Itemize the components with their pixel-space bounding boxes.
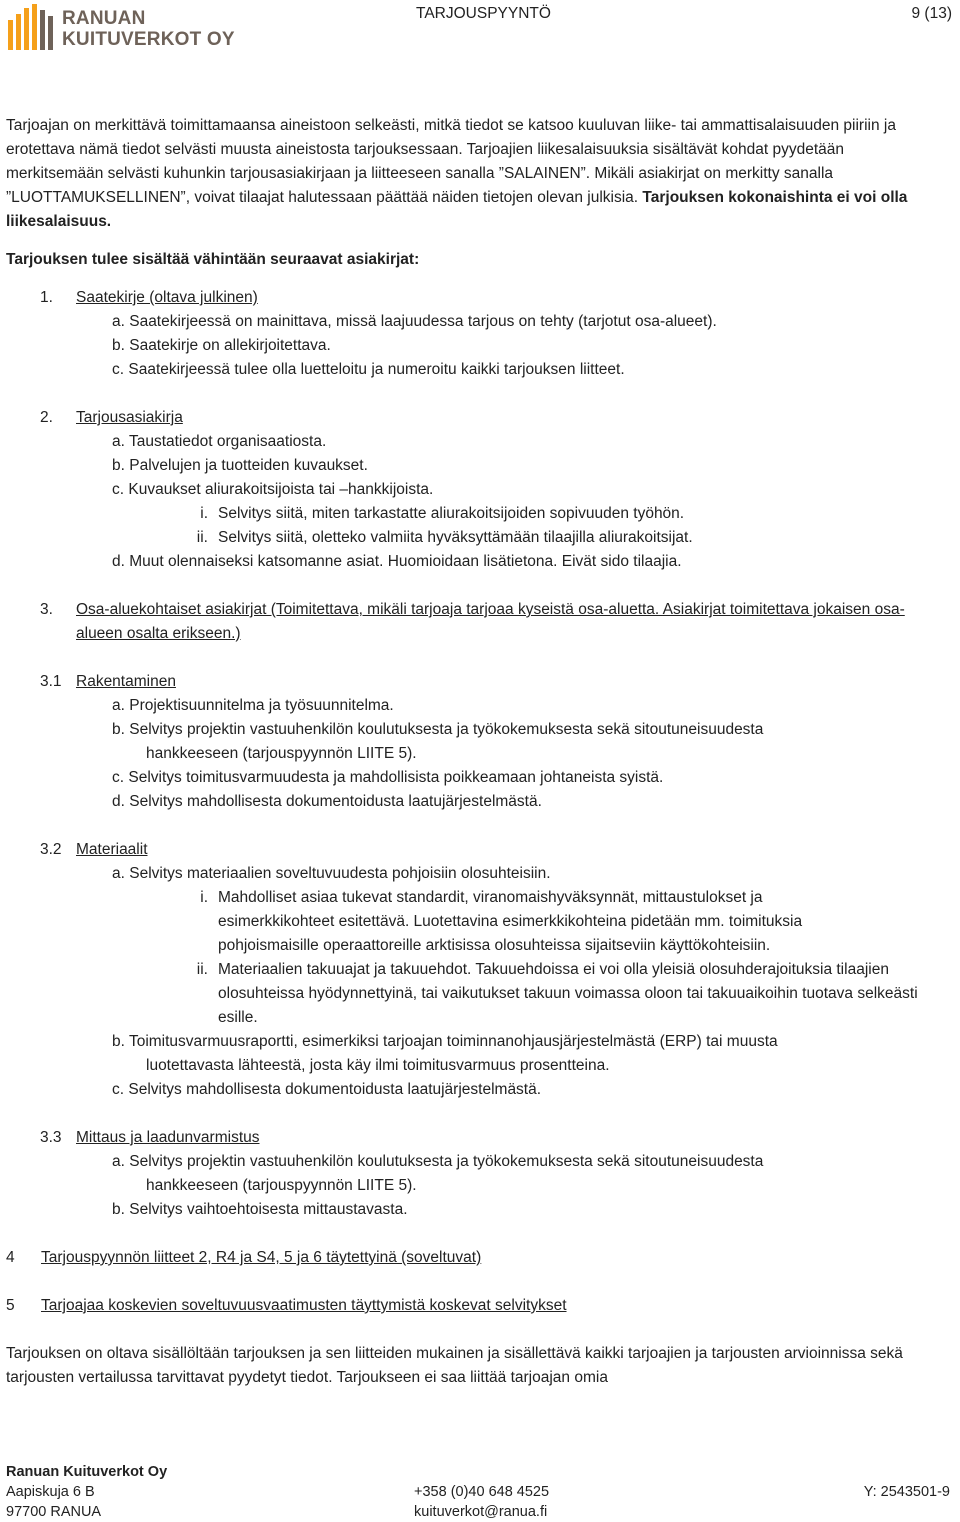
- list-item: b. Saatekirje on allekirjoitettava.: [112, 337, 331, 354]
- section-title: Tarjouspyynnön liitteet 2, R4 ja S4, 5 ja 6 täytettyinä (soveltuvat): [41, 1249, 482, 1266]
- required-documents-heading: Tarjouksen tulee sisältää vähintään seuraavat asiakirjat:: [6, 251, 420, 268]
- section-3-1: [6, 670, 946, 694]
- list-item-continuation: luotettavasta lähteestä, josta käy ilmi toimitusvarmuus prosentteina.: [146, 1057, 610, 1074]
- footer-address: [6, 1462, 167, 1522]
- section-number: 5: [6, 1297, 15, 1314]
- section-title: Materiaalit: [76, 841, 148, 858]
- list-item: a. Saatekirjeessä on mainittava, missä laajuudessa tarjous on tehty (tarjotut osa-alueet).: [112, 313, 717, 330]
- document-title: TARJOUSPYYNTÖ: [416, 5, 551, 22]
- list-item: a. Taustatiedot organisaatiosta.: [112, 433, 327, 450]
- section-number: 4: [6, 1249, 15, 1266]
- section-title: Rakentaminen: [76, 673, 176, 690]
- section-3: [6, 598, 946, 646]
- footer-contact: [414, 1482, 549, 1522]
- list-item: a. Projektisuunnitelma ja työsuunnitelma.: [112, 697, 394, 714]
- footer-email: kuituverkot@ranua.fi: [414, 1504, 548, 1520]
- intro-paragraph: Tarjoajan on merkittävä toimittamaansa aineistoon selkeästi, mitkä tiedot se katsoo kuuluvan liike- tai ammattisalaisuuden piiriin ja erotettava nämä tiedot selvästi muusta aineistosta tarjouksessaan. Tarjoajien liikesalaisuuksia sisältävät kohdat pyydetään merkitsemään selvästi kuhunkin tarjousasiakirjaan ja liitteeseen sanalla ”SALAINEN”. Mikäli asiakirjat on merkitty sanalla ”LUOTTAMUKSELLINEN”, voivat tilaajat halutessaan päättää näiden tietojen olevan julkisia. Tarjouksen kokonaishinta ei voi olla liikesalaisuus.: [6, 117, 908, 230]
- section-5: [6, 1294, 946, 1318]
- footer-business-id: Y: 2543501-9: [863, 1484, 950, 1500]
- section-3-2: [6, 838, 946, 862]
- footer-phone: +358 (0)40 648 4525: [414, 1484, 550, 1500]
- document-body: [6, 114, 946, 1390]
- footer-street: Aapiskuja 6 B: [6, 1484, 95, 1500]
- logo-emblem-icon: [4, 2, 56, 54]
- footer-company-name: Ranuan Kuituverkot Oy: [6, 1464, 168, 1480]
- section-number: 1.: [40, 289, 53, 306]
- page-number: 9 (13): [911, 5, 952, 22]
- logo-text-line1: RANUAN: [62, 8, 146, 29]
- list-item: a. Selvitys materiaalien soveltuvuudesta pohjoisiin olosuhteisiin.: [112, 865, 551, 882]
- list-subitem: ii. Selvitys siitä, oletteko valmiita hyväksyttämään tilaajilla aliurakoitsijat.: [196, 529, 693, 546]
- section-title: Saatekirje (oltava julkinen): [76, 289, 258, 306]
- list-item-continuation: hankkeeseen (tarjouspyynnön LIITE 5).: [146, 745, 417, 762]
- list-item: b. Selvitys vaihtoehtoisesta mittaustavasta.: [112, 1201, 408, 1218]
- section-number: 2.: [40, 409, 53, 426]
- section-number: 3.3: [40, 1129, 62, 1146]
- list-item: c. Kuvaukset aliurakoitsijoista tai –hankkijoista.: [112, 481, 434, 498]
- section-2: [6, 406, 946, 430]
- intro-bold-statement: Tarjouksen kokonaishinta ei voi olla liikesalaisuus.: [6, 189, 908, 230]
- closing-paragraph: Tarjouksen on oltava sisällöltään tarjouksen ja sen liitteiden mukainen ja sisällettävä kaikki tarjoajien ja tarjousten arvioinnissa sekä tarjousten vertailussa tarvittavat pyydetyt tiedot. Tarjoukseen ei saa liittää tarjoajan omia: [6, 1345, 903, 1386]
- footer-postal: 97700 RANUA: [6, 1504, 102, 1520]
- company-logo: [4, 2, 244, 54]
- section-title: Mittaus ja laadunvarmistus: [76, 1129, 260, 1146]
- section-1: [6, 286, 946, 310]
- section-number: 3.2: [40, 841, 62, 858]
- list-item: b. Toimitusvarmuusraportti, esimerkiksi tarjoajan toiminnanohjausjärjestelmästä (ERP) tai muusta: [112, 1033, 778, 1050]
- list-item: b. Selvitys projektin vastuuhenkilön koulutuksesta ja työkokemuksesta sekä sitoutuneisuudesta: [112, 721, 764, 738]
- section-title: Tarjoajaa koskevien soveltuvuusvaatimusten täyttymistä koskevat selvitykset: [41, 1297, 567, 1314]
- section-number: 3.: [40, 601, 53, 618]
- section-3-3: [6, 1126, 946, 1150]
- list-item: d. Selvitys mahdollisesta dokumentoidusta laatujärjestelmästä.: [112, 793, 542, 810]
- section-title: Osa-aluekohtaiset asiakirjat (Toimitettava, mikäli tarjoaja tarjoaa kyseistä osa-aluetta. Asiakirjat toimitettava jokaisen osa-alueen osalta erikseen.): [76, 601, 905, 642]
- list-subitem: ii. Materiaalien takuuajat ja takuuehdot. Takuuehdoissa ei voi olla yleisiä olosuhderajoituksia tilaajien olosuhteissa hyödynnettyinä, tai vaikutukset takuun voimassa oloon tai takuuaikoihin tuotava selkeästi esille.: [196, 961, 918, 1026]
- list-item: b. Palvelujen ja tuotteiden kuvaukset.: [112, 457, 368, 474]
- list-subitem: i. Mahdolliset asiaa tukevat standardit, viranomaishyväksynnät, mittaustulokset ja esimerkkikohteet esitettävä. Luotettavina esimerkkikohteina pidetään mm. toimituksia pohjoismaisille operaattoreille arktisissa olosuhteissa sijaitseviin käyttökohteisiin.: [200, 889, 803, 954]
- list-item: c. Saatekirjeessä tulee olla luetteloitu ja numeroitu kaikki tarjouksen liitteet.: [112, 361, 625, 378]
- section-title: Tarjousasiakirja: [76, 409, 183, 426]
- list-item: a. Selvitys projektin vastuuhenkilön koulutuksesta ja työkokemuksesta sekä sitoutuneisuudesta: [112, 1153, 764, 1170]
- list-item-continuation: hankkeeseen (tarjouspyynnön LIITE 5).: [146, 1177, 417, 1194]
- list-subitem: i. Selvitys siitä, miten tarkastatte aliurakoitsijoiden sopivuuden työhön.: [200, 505, 685, 522]
- section-number: 3.1: [40, 673, 62, 690]
- page-header: [0, 0, 960, 60]
- logo-text-line2: KUITUVERKOT OY: [62, 29, 235, 50]
- section-4: [6, 1246, 946, 1270]
- list-item: c. Selvitys toimitusvarmuudesta ja mahdollisista poikkeamaan johtaneista syistä.: [112, 769, 664, 786]
- list-item: d. Muut olennaiseksi katsomanne asiat. Huomioidaan lisätietona. Eivät sido tilaajia.: [112, 553, 682, 570]
- list-item: c. Selvitys mahdollisesta dokumentoidusta laatujärjestelmästä.: [112, 1081, 542, 1098]
